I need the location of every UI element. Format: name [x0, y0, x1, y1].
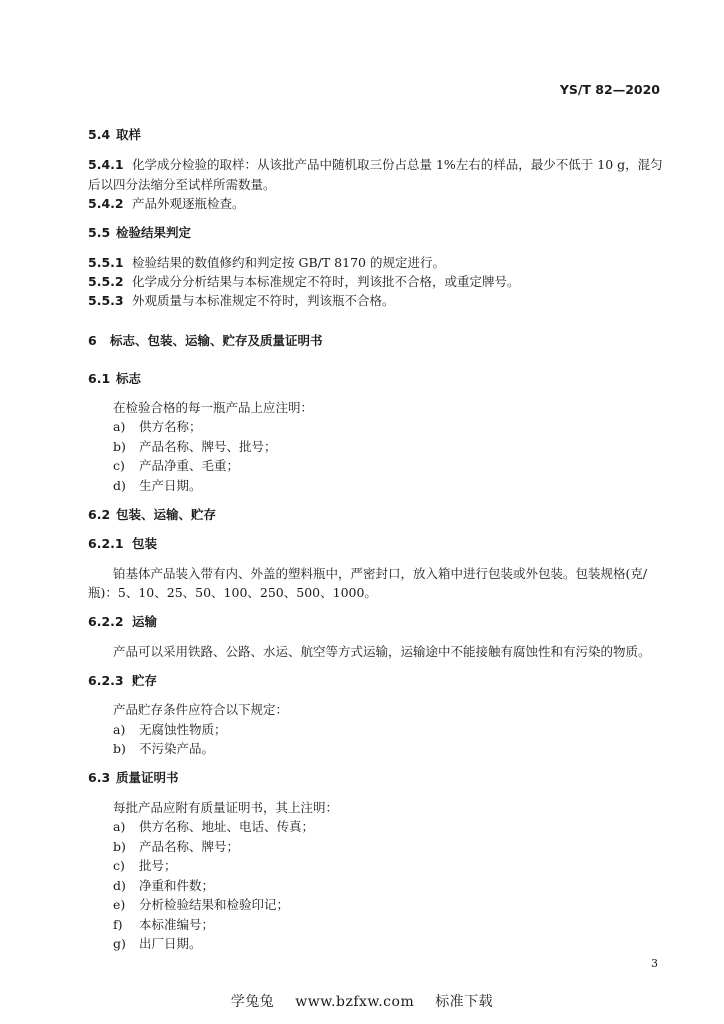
list-text: 批号；	[139, 858, 177, 873]
clause-number: 5.5.2	[88, 274, 124, 289]
clause-6-2-2-text: 产品可以采用铁路、公路、水运、航空等方式运输，运输途中不能接触有腐蚀性和有污染的物质。	[113, 644, 651, 659]
clause-6-2-3-intro: 产品贮存条件应符合以下规定：	[113, 702, 289, 717]
clause-6-2-3-heading	[88, 672, 157, 690]
list-item	[113, 438, 277, 456]
list-marker: c)	[113, 858, 125, 873]
list-item	[113, 721, 227, 739]
list-item	[113, 418, 202, 436]
list-marker: c)	[113, 458, 125, 473]
list-item	[113, 857, 177, 875]
list-text: 供方名称；	[139, 419, 202, 434]
list-text: 不污染产品。	[139, 741, 215, 756]
clause-number: 5.5.1	[88, 255, 124, 270]
list-marker: b)	[113, 439, 126, 454]
clause-5-5-3	[88, 292, 395, 310]
clause-6-2-2-heading	[88, 613, 157, 631]
clause-number: 5.5.3	[88, 293, 124, 308]
list-text: 供方名称、地址、电话、传真；	[139, 819, 315, 834]
list-marker: b)	[113, 839, 126, 854]
chapter-title: 标志、包装、运输、贮存及质量证明书	[110, 333, 323, 348]
list-marker: a)	[113, 419, 126, 434]
list-marker: b)	[113, 741, 126, 756]
page-number: 3	[651, 957, 658, 970]
clause-5-4-1-continuation: 后以四分法缩分至试样所需数量。	[88, 177, 276, 192]
list-item	[113, 740, 214, 758]
clause-number: 6.2.1	[88, 536, 124, 551]
section-6-1-heading	[88, 370, 141, 388]
clause-5-4-2	[88, 195, 245, 213]
clause-number: 5.4.1	[88, 157, 124, 172]
list-item	[113, 457, 239, 475]
clause-number: 6.2.2	[88, 614, 124, 629]
list-text: 产品名称、牌号；	[139, 839, 240, 854]
list-text: 净重和件数；	[139, 878, 215, 893]
section-title: 标志	[116, 371, 142, 386]
clause-text: 产品外观逐瓶检查。	[132, 196, 245, 211]
section-6-1-intro: 在检验合格的每一瓶产品上应注明：	[113, 400, 314, 415]
section-number: 5.4	[88, 127, 111, 142]
list-marker: g)	[113, 936, 126, 951]
footer-tagline: 标准下载	[435, 994, 494, 1010]
section-title: 包装、运输、贮存	[116, 507, 217, 522]
section-title: 取样	[116, 127, 142, 142]
clause-5-5-2	[88, 273, 520, 291]
list-item	[113, 477, 202, 495]
list-marker: f)	[113, 917, 123, 932]
list-marker: d)	[113, 878, 126, 893]
clause-title: 运输	[132, 614, 158, 629]
list-text: 产品名称、牌号、批号；	[139, 439, 277, 454]
clause-5-4-1	[88, 156, 663, 174]
clause-title: 包装	[132, 536, 158, 551]
list-marker: d)	[113, 478, 126, 493]
list-text: 分析检验结果和检验印记；	[139, 897, 290, 912]
list-text: 本标准编号；	[139, 917, 215, 932]
section-5-4-heading	[88, 126, 141, 144]
clause-text: 检验结果的数值修约和判定按 GB/T 8170 的规定进行。	[132, 255, 445, 270]
list-text: 产品净重、毛重；	[139, 458, 240, 473]
document-code-header: YS/T 82—2020	[559, 82, 660, 97]
chapter-6-heading	[88, 332, 323, 350]
list-item	[113, 838, 239, 856]
clause-6-2-1-heading	[88, 535, 157, 553]
footer-site-name: 学兔兔	[230, 994, 275, 1010]
list-item	[113, 818, 314, 836]
clause-text: 化学成分分析结果与本标准规定不符时，判该批不合格，或重定牌号。	[132, 274, 520, 289]
list-marker: a)	[113, 722, 126, 737]
list-marker: e)	[113, 897, 126, 912]
clause-text: 外观质量与本标准规定不符时，判该瓶不合格。	[132, 293, 395, 308]
list-item	[113, 935, 202, 953]
list-text: 出厂日期。	[139, 936, 202, 951]
section-6-3-intro: 每批产品应附有质量证明书，其上注明：	[113, 800, 339, 815]
footer-url[interactable]: www.bzfxw.com	[295, 994, 415, 1010]
list-marker: a)	[113, 819, 126, 834]
section-title: 质量证明书	[116, 770, 179, 785]
list-item	[113, 877, 214, 895]
list-text: 生产日期。	[139, 478, 202, 493]
list-item	[113, 896, 289, 914]
clause-number: 5.4.2	[88, 196, 124, 211]
clause-6-2-1-text: 铂基体产品装入带有内、外盖的塑料瓶中，严密封口，放入箱中进行包装或外包装。包装规格(克/	[113, 566, 648, 581]
section-6-3-heading	[88, 769, 179, 787]
section-number: 6.3	[88, 770, 111, 785]
clause-number: 6.2.3	[88, 673, 124, 688]
section-5-5-heading	[88, 224, 191, 242]
clause-text: 化学成分检验的取样：从该批产品中随机取三份占总量 1%左右的样品，最少不低于 10 g，混匀	[132, 157, 663, 172]
clause-6-2-1-continuation: 瓶)：5、10、25、50、100、250、500、1000。	[88, 585, 377, 600]
section-number: 6.1	[88, 371, 111, 386]
section-number: 5.5	[88, 225, 111, 240]
section-6-2-heading	[88, 506, 216, 524]
section-number: 6.2	[88, 507, 111, 522]
footer-watermark	[0, 991, 724, 1011]
section-title: 检验结果判定	[116, 225, 192, 240]
list-text: 无腐蚀性物质；	[139, 722, 227, 737]
clause-title: 贮存	[132, 673, 158, 688]
chapter-number: 6	[88, 333, 97, 348]
clause-5-5-1	[88, 254, 445, 272]
list-item	[113, 916, 214, 934]
